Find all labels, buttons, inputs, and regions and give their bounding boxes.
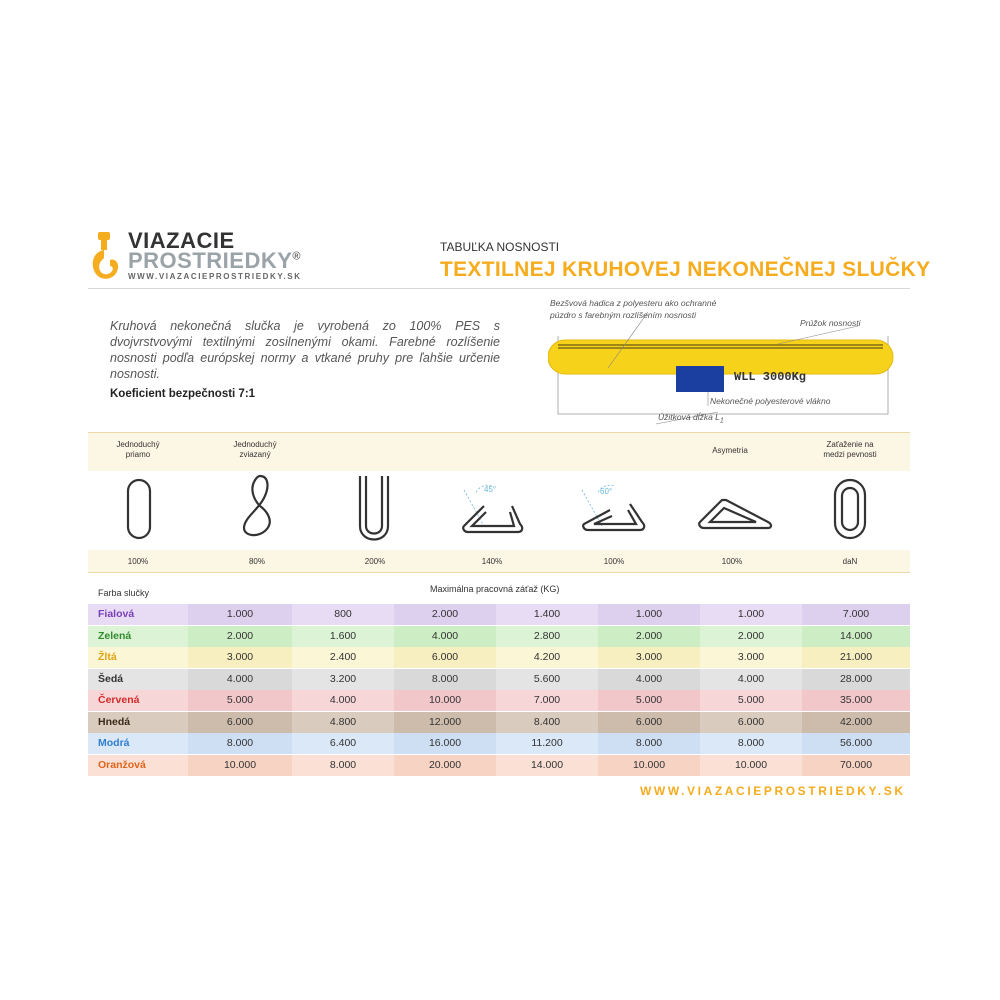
row-value-cell: 8.000	[292, 755, 394, 776]
row-value-cell: 8.000	[598, 733, 700, 754]
row-value-cell: 2.800	[496, 626, 598, 647]
row-color-name: Zelená	[88, 626, 188, 647]
brand-name-line2: PROSTRIEDKY®	[128, 248, 302, 273]
row-value-cell: 2.000	[598, 626, 700, 647]
row-value-cell: 2.400	[292, 647, 394, 668]
pct-5: 100%	[603, 557, 625, 566]
brand-url: WWW.VIAZACIEPROSTRIEDKY.SK	[128, 272, 302, 281]
table-row	[88, 755, 910, 776]
row-value-cell: 800	[292, 604, 394, 625]
u-basket-icon	[356, 474, 392, 542]
load-type-header-1: Jednoduchý priamo	[116, 440, 160, 459]
row-color-name: Modrá	[88, 733, 188, 754]
row-value-cell: 10.000	[394, 690, 496, 711]
row-value-cell: 1.000	[188, 604, 292, 625]
row-value-cell: 6.000	[394, 647, 496, 668]
row-value-cell: 5.000	[700, 690, 802, 711]
straight-loop-icon	[124, 478, 154, 540]
angle-45-label: 45°	[484, 485, 497, 494]
row-value-cell: 2.000	[700, 626, 802, 647]
row-value-cell: 1.600	[292, 626, 394, 647]
brand-name-line1: VIAZACIE	[128, 228, 235, 253]
label-length: Úžitková dĺžka $L_1$	[658, 412, 724, 425]
row-value-cell: 3.000	[598, 647, 700, 668]
row-value-cell: 4.800	[292, 712, 394, 733]
row-value-cell: 4.000	[394, 626, 496, 647]
row-value-cell: 6.000	[188, 712, 292, 733]
row-value-cell: 4.000	[292, 690, 394, 711]
header-title: TEXTILNEJ KRUHOVEJ NEKONEČNEJ SLUČKY	[440, 258, 931, 281]
row-value-cell: 8.000	[188, 733, 292, 754]
row-value-cell: 6.000	[598, 712, 700, 733]
row-value-cell: 2.000	[188, 626, 292, 647]
row-value-cell: 12.000	[394, 712, 496, 733]
label-tube-2: púzdro s farebným rozlíšením nosnosti	[550, 310, 696, 320]
row-value-cell: 2.000	[394, 604, 496, 625]
row-value-cell: 5.600	[496, 669, 598, 690]
row-value-cell: 4.000	[598, 669, 700, 690]
color-column-label: Farba slučky	[98, 588, 150, 598]
max-load-label: Maximálna pracovná záťaž (KG)	[430, 584, 560, 594]
row-value-cell: 3.000	[700, 647, 802, 668]
table-row	[88, 604, 910, 625]
sling-illustration	[548, 296, 898, 426]
label-tube-1: Bezšvová hadica z polyesteru ako ochranné	[550, 298, 717, 308]
table-row	[88, 626, 910, 647]
hook-logo-icon	[86, 230, 122, 282]
row-value-cell: 14.000	[802, 626, 910, 647]
table-row	[88, 647, 910, 668]
row-value-cell: 1.000	[598, 604, 700, 625]
pct-2: 80%	[248, 557, 265, 566]
row-value-cell: 7.000	[802, 604, 910, 625]
row-value-cell: 11.200	[496, 733, 598, 754]
footer-url: WWW.VIAZACIEPROSTRIEDKY.SK	[640, 784, 906, 798]
row-value-cell: 10.000	[598, 755, 700, 776]
angle-60-icon	[578, 480, 650, 536]
row-value-cell: 8.400	[496, 712, 598, 733]
table-row	[88, 733, 910, 754]
row-color-name: Oranžová	[88, 755, 188, 776]
table-row	[88, 690, 910, 711]
label-stripe: Prúžok nosnosti	[800, 318, 861, 328]
safety-coefficient: Koeficient bezpečnosti 7:1	[110, 388, 256, 400]
row-value-cell: 14.000	[496, 755, 598, 776]
row-value-cell: 10.000	[188, 755, 292, 776]
row-value-cell: 7.000	[496, 690, 598, 711]
row-value-cell: 4.000	[700, 669, 802, 690]
header-subtitle: TABUĽKA NOSNOSTI	[440, 240, 560, 254]
angle-60-label: 60°	[600, 487, 613, 496]
row-value-cell: 21.000	[802, 647, 910, 668]
row-value-cell: 6.400	[292, 733, 394, 754]
row-value-cell: 4.200	[496, 647, 598, 668]
row-color-name: Červená	[88, 690, 188, 711]
row-value-cell: 4.000	[188, 669, 292, 690]
row-value-cell: 28.000	[802, 669, 910, 690]
row-value-cell: 5.000	[598, 690, 700, 711]
row-value-cell: 3.000	[188, 647, 292, 668]
row-color-name: Hnedá	[88, 712, 188, 733]
choked-loop-icon	[234, 472, 282, 540]
label-fiber: Nekonečné polyesterové vlákno	[710, 396, 831, 406]
table-row	[88, 712, 910, 733]
row-value-cell: 10.000	[700, 755, 802, 776]
row-color-name: Fialová	[88, 604, 188, 625]
load-type-header-2: Jednoduchý zviazaný	[233, 440, 277, 459]
pct-1: 100%	[127, 557, 149, 566]
row-color-name: Žltá	[88, 647, 188, 668]
pct-3: 200%	[364, 557, 386, 566]
row-value-cell: 6.000	[700, 712, 802, 733]
row-value-cell: 42.000	[802, 712, 910, 733]
row-value-cell: 1.400	[496, 604, 598, 625]
pct-7: daN	[842, 557, 858, 566]
row-value-cell: 16.000	[394, 733, 496, 754]
row-value-cell: 56.000	[802, 733, 910, 754]
product-description: Kruhová nekonečná slučka je vyrobená zo 100% PES s dvojvrstvovými textilnými zosilnenými okami. Farebné rozlíšenie nosnosti podľa európskej normy a vtkané pruhy pre ľahšie určenie nosnosti.	[110, 319, 500, 381]
pct-4: 140%	[481, 557, 503, 566]
row-value-cell: 70.000	[802, 755, 910, 776]
row-value-cell: 8.000	[394, 669, 496, 690]
load-type-header-6: Asymetria	[712, 446, 748, 455]
row-value-cell: 8.000	[700, 733, 802, 754]
row-value-cell: 5.000	[188, 690, 292, 711]
row-value-cell: 20.000	[394, 755, 496, 776]
row-value-cell: 35.000	[802, 690, 910, 711]
angle-45-icon	[456, 480, 528, 536]
row-value-cell: 1.000	[700, 604, 802, 625]
pct-6: 100%	[721, 557, 743, 566]
sling-tag-text: WLL 3000Kg	[734, 370, 807, 384]
asymmetric-icon	[696, 496, 774, 536]
load-type-header-7: Zaťaženie na medzi pevnosti	[823, 440, 877, 459]
row-color-name: Šedá	[88, 669, 188, 690]
table-row	[88, 669, 910, 690]
breaking-load-icon	[832, 478, 868, 540]
row-value-cell: 3.200	[292, 669, 394, 690]
header-divider	[88, 288, 910, 289]
